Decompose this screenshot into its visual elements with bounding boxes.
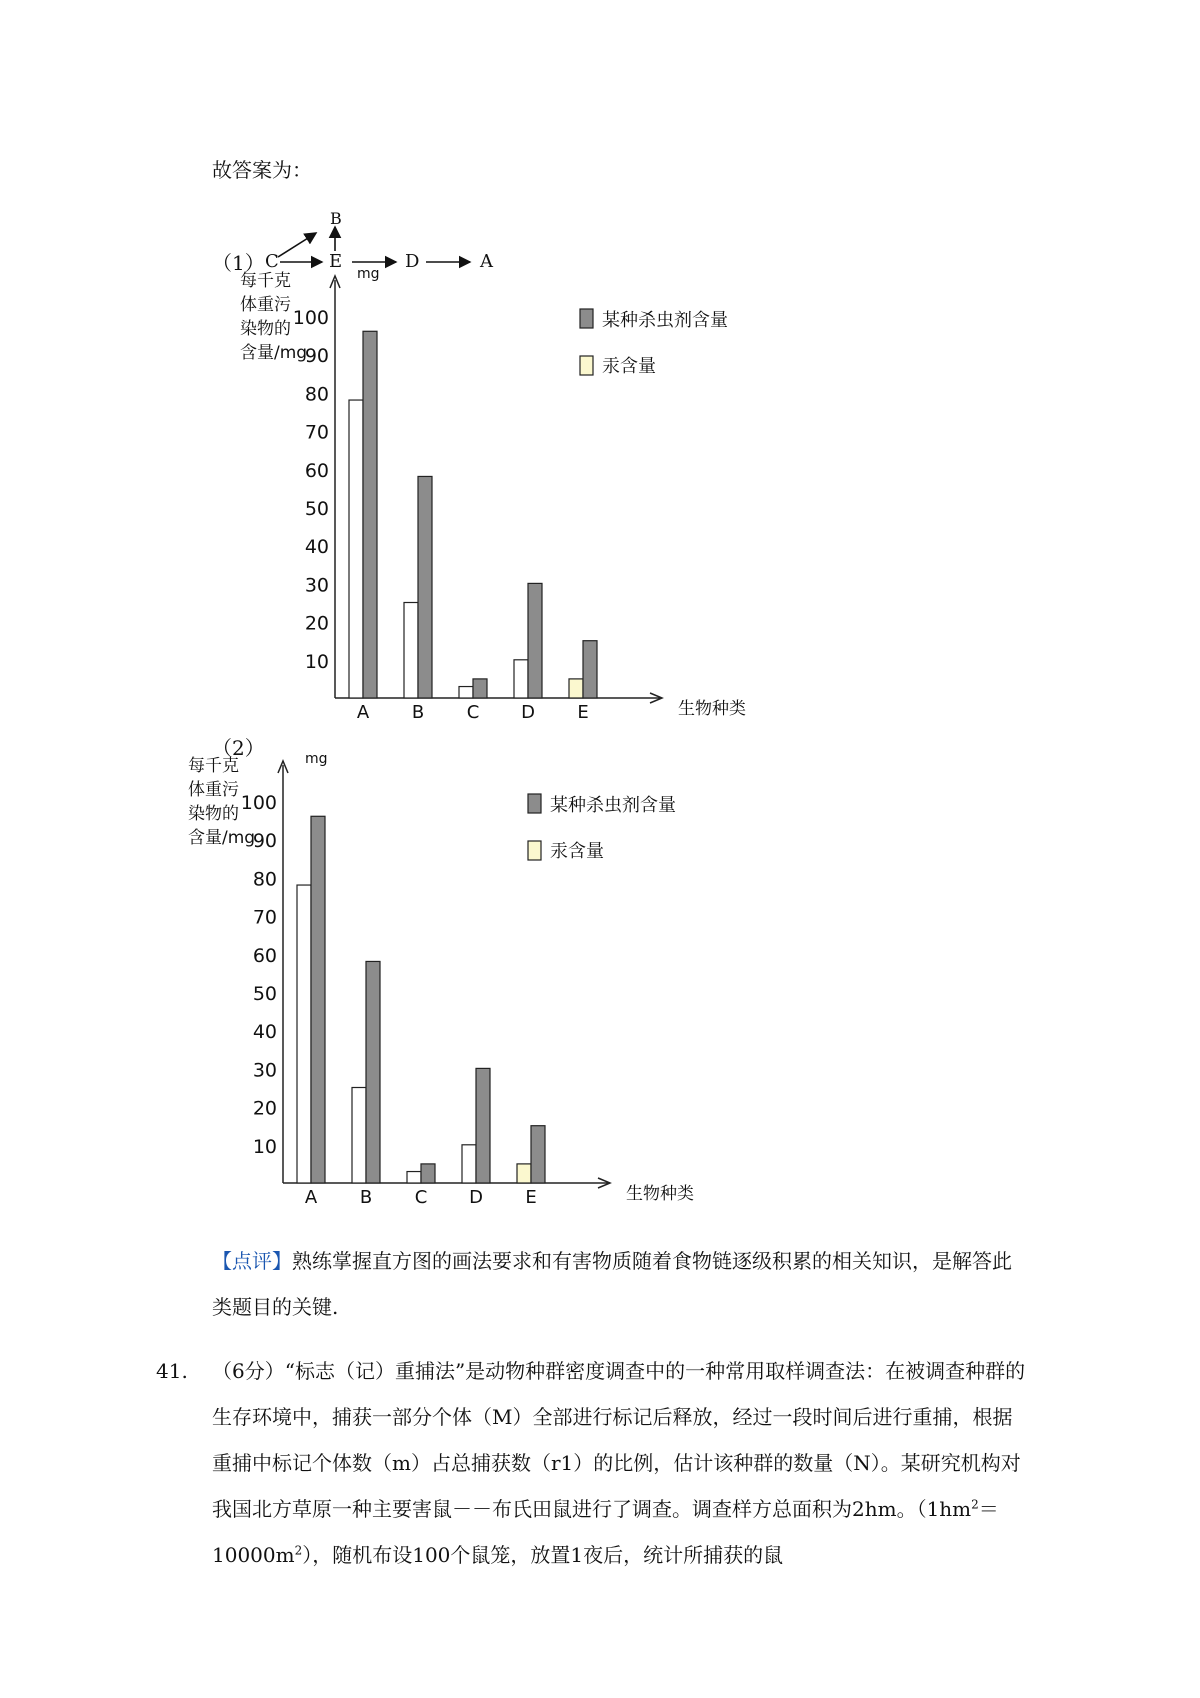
x-tick-label: A (356, 702, 370, 723)
y-tick-label: 70 (304, 421, 329, 444)
y-tick-label: 60 (304, 459, 329, 482)
y-tick-label: 20 (252, 1097, 277, 1120)
x-tick-label: A (304, 1187, 318, 1208)
question-41-number: 41. (156, 1359, 188, 1383)
bar-mercury-A (297, 885, 311, 1183)
part2-number: （2） (212, 736, 265, 760)
food-web (250, 205, 510, 275)
legend-swatch-pesticide (528, 794, 541, 813)
y-tick-label: 30 (304, 574, 329, 597)
x-axis-label: 生物种类 (678, 699, 746, 719)
bar-pesticide-B (366, 961, 380, 1183)
y-tick-label: 40 (304, 536, 329, 559)
comment-tag: 【点评】 (212, 1249, 292, 1273)
x-axis-label: 生物种类 (626, 1184, 694, 1204)
bar-pesticide-E (583, 641, 597, 698)
bar-mercury-B (352, 1088, 366, 1184)
bar-pesticide-D (528, 583, 542, 698)
legend-label-mercury: 汞含量 (602, 356, 656, 377)
bar-chart-1-svg (240, 268, 800, 748)
x-tick-label: B (411, 702, 425, 723)
bar-mercury-C (459, 687, 473, 698)
node-c: C (265, 251, 279, 272)
y-tick-label: 80 (252, 868, 277, 891)
y-axis-label-line: 染物的 (240, 319, 291, 339)
question-41-text (212, 1348, 1030, 1578)
legend-swatch-mercury (528, 841, 541, 860)
node-b: B (330, 209, 342, 228)
y-tick-label: 10 (304, 650, 329, 673)
y-tick-label: 30 (252, 1059, 277, 1082)
y-axis-unit: mg (357, 266, 380, 282)
node-d: D (405, 251, 420, 272)
y-tick-label: 40 (252, 1021, 277, 1044)
bar-mercury-B (404, 603, 418, 699)
x-tick-label: C (466, 702, 480, 723)
x-tick-label: E (577, 702, 589, 723)
bar-pesticide-C (473, 679, 487, 698)
bar-mercury-A (349, 400, 363, 698)
y-axis-label-line: 染物的 (188, 804, 239, 824)
y-tick-label: 100 (292, 307, 329, 329)
legend-label-mercury: 汞含量 (550, 841, 604, 862)
y-tick-label: 20 (304, 612, 329, 635)
y-tick-label: 50 (304, 498, 329, 520)
y-tick-label: 60 (252, 944, 277, 967)
bar-pesticide-B (418, 476, 432, 698)
question-41-body-b: ＝10000m (212, 1497, 999, 1567)
answer-intro: 故答案为： (212, 158, 312, 182)
bar-chart-2 (188, 753, 748, 1237)
sup-2: 2 (294, 1543, 303, 1558)
question-41-score: （6分） (212, 1359, 285, 1383)
node-a: A (480, 251, 493, 272)
y-tick-label: 90 (304, 345, 329, 368)
bar-chart-1 (240, 268, 800, 752)
x-tick-label: B (359, 1187, 373, 1208)
y-axis-label-line: 体重污 (188, 780, 239, 800)
y-tick-label: 100 (240, 792, 277, 814)
x-tick-label: D (521, 702, 535, 723)
x-tick-label: E (525, 1187, 537, 1208)
y-axis-label-line: 体重污 (240, 295, 291, 315)
bar-pesticide-A (363, 331, 377, 698)
bar-pesticide-C (421, 1164, 435, 1183)
legend-label-pesticide: 某种杀虫剂含量 (602, 310, 728, 331)
bar-pesticide-D (476, 1068, 490, 1183)
bar-mercury-C (407, 1172, 421, 1183)
bar-mercury-D (462, 1145, 476, 1183)
y-tick-label: 90 (252, 830, 277, 853)
y-axis-label-line: 含量/mg (240, 343, 308, 363)
legend-label-pesticide: 某种杀虫剂含量 (550, 795, 676, 816)
food-web-arrows (250, 205, 510, 275)
y-tick-label: 10 (252, 1135, 277, 1158)
bar-mercury-D (514, 660, 528, 698)
part1-number: （1） (212, 251, 265, 275)
bar-pesticide-A (311, 816, 325, 1183)
y-axis-label-line: 每千克 (240, 271, 291, 291)
x-tick-label: D (469, 1187, 483, 1208)
bar-pesticide-E (531, 1126, 545, 1183)
y-axis-unit: mg (305, 751, 328, 767)
legend-swatch-mercury (580, 356, 593, 375)
y-axis-label-line: 每千克 (188, 756, 239, 776)
question-41-body-c: ），随机布设100个鼠笼，放置1夜后，统计所捕获的鼠 (302, 1543, 784, 1567)
x-tick-label: C (414, 1187, 428, 1208)
y-tick-label: 50 (252, 983, 277, 1005)
y-tick-label: 70 (252, 906, 277, 929)
y-tick-label: 80 (304, 383, 329, 406)
comment-paragraph (212, 1238, 1030, 1330)
bar-mercury-E (569, 679, 583, 698)
y-axis-label-line: 含量/mg (188, 828, 256, 848)
legend-swatch-pesticide (580, 309, 593, 328)
question-41-body-a: “标志（记）重捕法”是动物种群密度调查中的一种常用取样调查法：在被调查种群的生存环境中，捕获一部分个体（M）全部进行标记后释放，经过一段时间后进行重捕，根据重捕中标记个体数（m）占总捕获数（r1）的比例，估计该种群的数量（N）。某研究机构对我国北方草原一种主要害鼠－－布氏田鼠进行了调查。调查样方总面积为2hm。（1hm (212, 1359, 1026, 1521)
arrow-c-b (278, 233, 316, 257)
comment-text: 熟练掌握直方图的画法要求和有害物质随着食物链逐级积累的相关知识，是解答此类题目的关键. (212, 1249, 1012, 1319)
bar-chart-2-svg (188, 753, 748, 1233)
sup-1: 2 (971, 1497, 979, 1512)
bar-mercury-E (517, 1164, 531, 1183)
node-e: E (329, 251, 343, 272)
